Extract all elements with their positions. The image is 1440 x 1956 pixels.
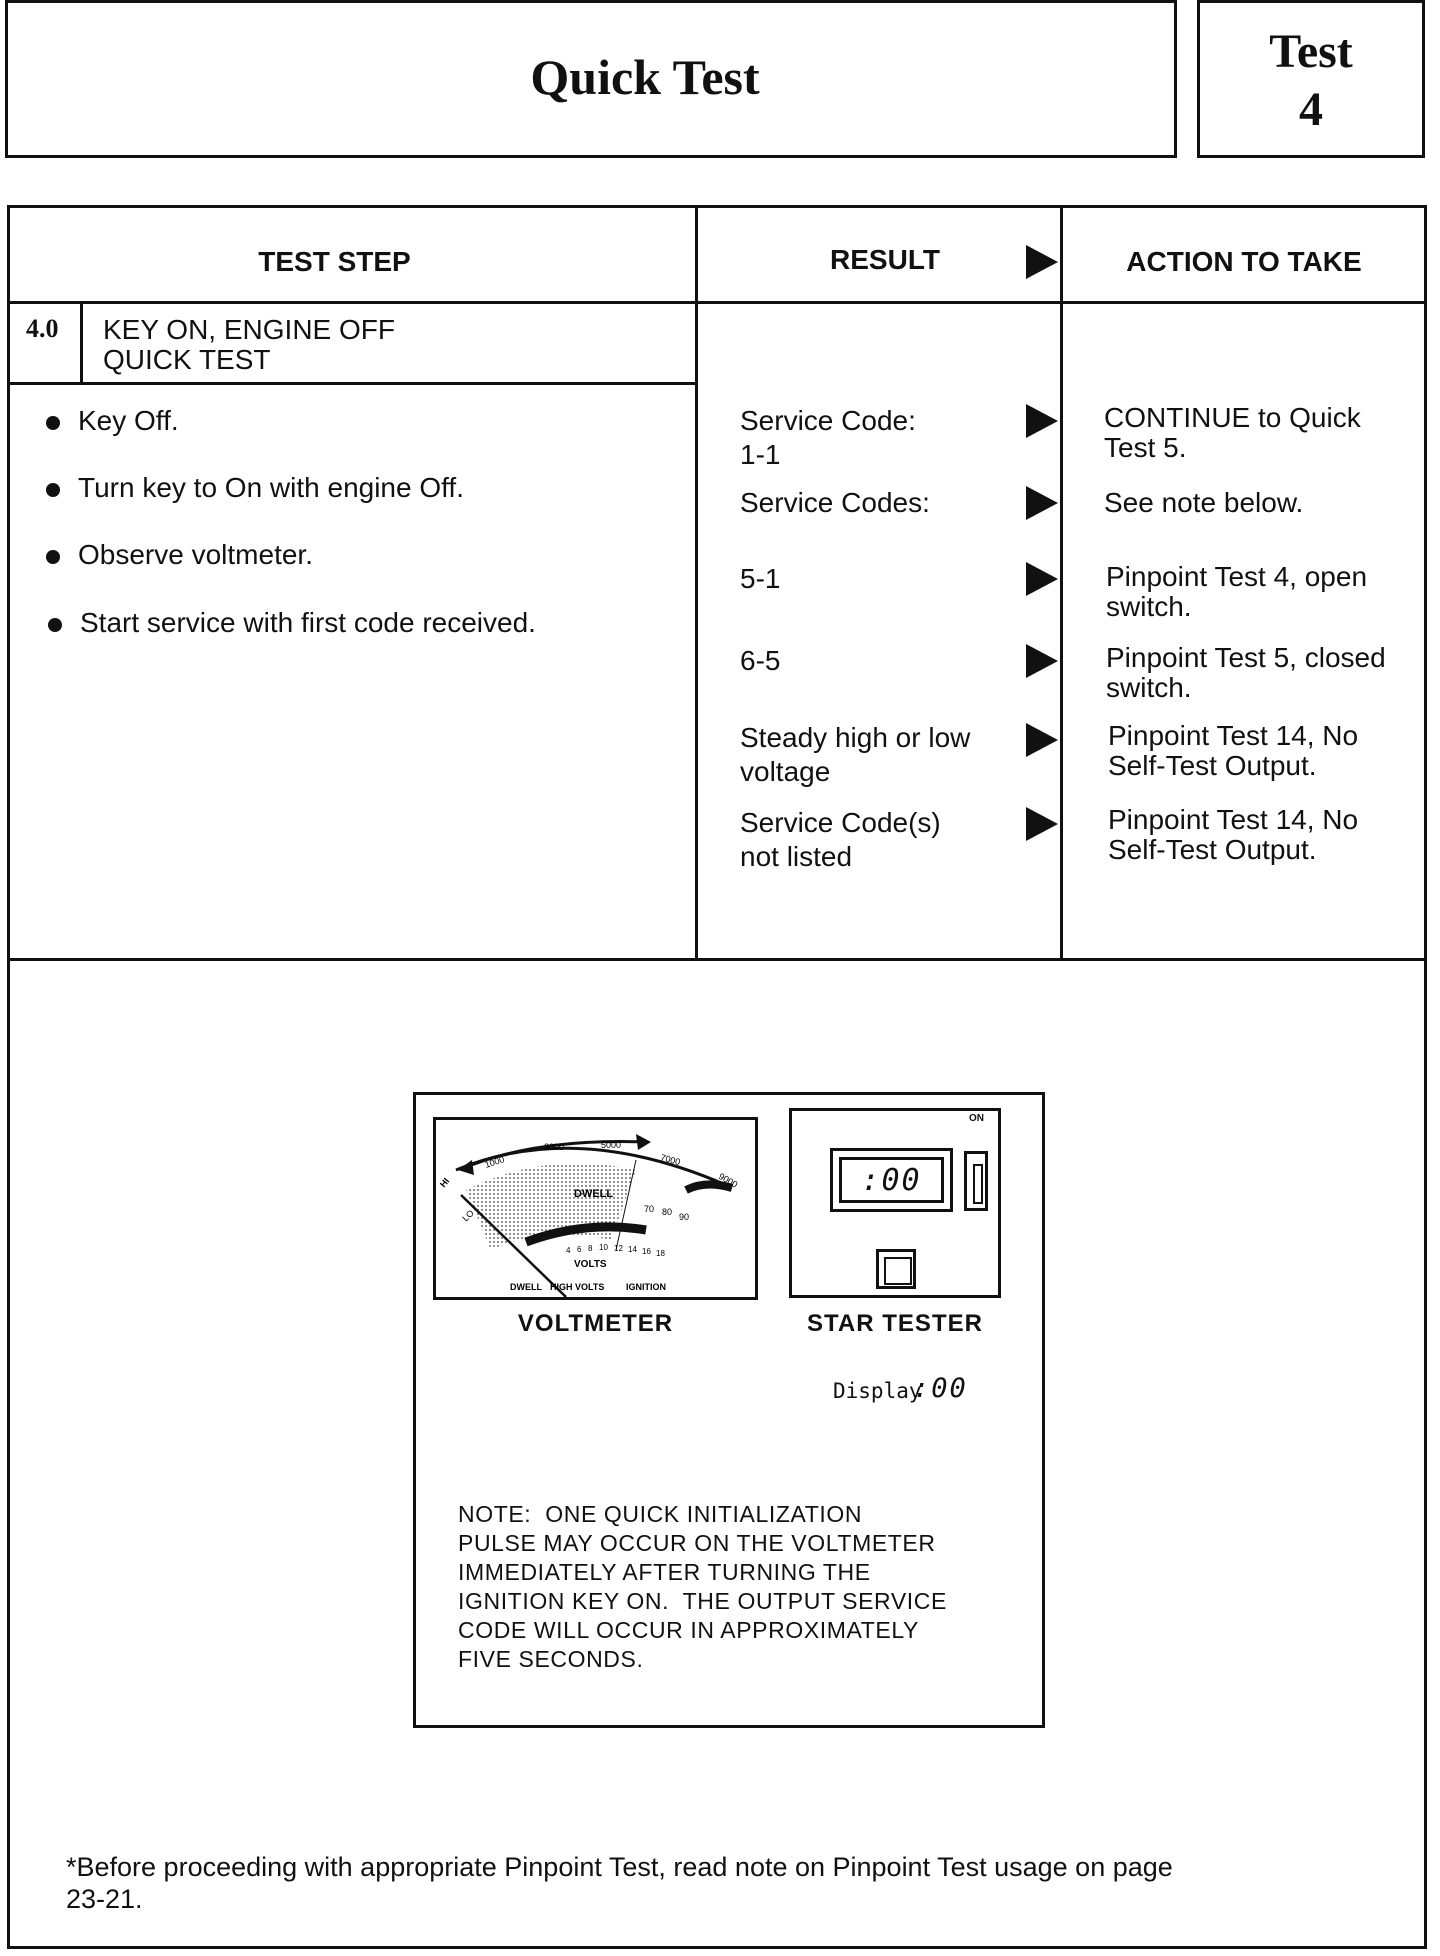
- voltmeter-label: VOLTMETER: [517, 1310, 674, 1337]
- step-number-divider: [80, 301, 83, 384]
- tester-button: [876, 1249, 916, 1289]
- header-arrow-icon: [1026, 245, 1058, 279]
- action-item: See note below.: [1104, 487, 1304, 518]
- result-item: Service Code: 1-1: [740, 405, 916, 470]
- step-bullet: Turn key to On with engine Off.: [46, 471, 464, 505]
- tester-display-outer: [830, 1148, 953, 1212]
- mode-label-ignition: IGNITION: [626, 1282, 666, 1292]
- table-bottom-divider: [7, 958, 1427, 961]
- voltmeter-dial-icon: [436, 1120, 755, 1297]
- test-label: Test: [1269, 25, 1353, 78]
- volts-scale-label: VOLTS: [574, 1259, 607, 1270]
- tester-on-label: ON: [969, 1113, 984, 1124]
- volts-tick-label: 4: [566, 1246, 571, 1255]
- result-arrow-icon: [1026, 486, 1058, 520]
- volts-tick-label: 10: [599, 1243, 608, 1252]
- tester-display-text: :00: [861, 1162, 922, 1198]
- volts-tick-label: 12: [614, 1244, 623, 1253]
- star-tester-label: STAR TESTER: [807, 1310, 983, 1337]
- step-title-divider: [7, 382, 697, 385]
- col-divider-2: [1060, 205, 1063, 960]
- step-title-line2: QUICK TEST: [103, 344, 271, 375]
- step-bullet: Key Off.: [46, 404, 179, 438]
- result-arrow-icon: [1026, 562, 1058, 596]
- action-item: Pinpoint Test 4, open switch.: [1106, 561, 1368, 622]
- hi-label: HI: [437, 1175, 452, 1190]
- footnote: *Before proceeding with appropriate Pinpoint Test, read note on Pinpoint Test usage on page 23-21.: [66, 1852, 1173, 1914]
- mode-label-high-volts: HIGH VOLTS: [550, 1282, 605, 1292]
- tester-display: [839, 1157, 944, 1203]
- result-arrow-icon: [1026, 644, 1058, 678]
- figure-note: NOTE: ONE QUICK INITIALIZATION PULSE MAY OCCUR ON THE VOLTMETER IMMEDIATELY AFTER TURNING THE IGNITION KEY ON. THE OUTPUT SERVICE CODE WILL OCCUR IN APPROXIMATELY FIVE SECONDS.: [458, 1501, 947, 1672]
- volts-tick-label: 14: [628, 1245, 637, 1254]
- step-title-line1: KEY ON, ENGINE OFF: [103, 314, 395, 345]
- rpm-tick-label: 9000: [717, 1171, 740, 1190]
- result-item: Steady high or low voltage: [740, 722, 971, 787]
- result-item: 5-1: [740, 563, 781, 594]
- result-item: 6-5: [740, 645, 781, 676]
- rpm-tick-label: 3000: [544, 1142, 565, 1152]
- action-item: Pinpoint Test 5, closed switch.: [1106, 642, 1386, 703]
- tester-switch: [964, 1151, 988, 1211]
- test-number: 4: [1299, 83, 1323, 136]
- lo-label: LO: [460, 1207, 476, 1224]
- display-value: :00: [913, 1373, 968, 1404]
- arrow-right-head-icon: [636, 1134, 651, 1150]
- volts-tick-label: 6: [577, 1245, 582, 1254]
- mode-label-dwell: DWELL: [510, 1282, 542, 1292]
- page-title: Quick Test: [530, 49, 760, 105]
- header-row-divider: [7, 301, 1427, 304]
- rpm-tick-label: 1000: [483, 1154, 506, 1170]
- col-header-test-step: TEST STEP: [258, 246, 411, 277]
- result-arrow-icon: [1026, 723, 1058, 757]
- action-item: Pinpoint Test 14, No Self-Test Output.: [1108, 720, 1359, 781]
- step-bullet: Observe voltmeter.: [46, 538, 313, 572]
- volts-tick-label: 18: [656, 1249, 665, 1258]
- col-header-result: RESULT: [830, 244, 940, 275]
- volts-tick-label: 8: [588, 1244, 593, 1253]
- tester-switch-handle: [973, 1164, 983, 1204]
- dwell-tick-label: 80: [662, 1207, 673, 1217]
- voltmeter-illustration: [433, 1117, 758, 1300]
- tester-button-inner: [884, 1257, 912, 1285]
- volts-tick-label: 16: [642, 1247, 651, 1256]
- col-divider-1: [695, 205, 698, 960]
- step-bullet: Start service with first code received.: [48, 606, 536, 640]
- step-number: 4.0: [26, 314, 59, 343]
- action-item: Pinpoint Test 14, No Self-Test Output.: [1108, 804, 1359, 865]
- rpm-tick-label: 7000: [659, 1152, 682, 1168]
- dwell-tick-label: 70: [644, 1204, 655, 1214]
- result-arrow-icon: [1026, 807, 1058, 841]
- col-header-action: ACTION TO TAKE: [1126, 246, 1362, 277]
- result-item: Service Codes:: [740, 487, 930, 518]
- result-arrow-icon: [1026, 404, 1058, 438]
- rpm-tick-label: 5000: [601, 1140, 622, 1150]
- dwell-scale-label: DWELL: [574, 1188, 614, 1200]
- result-item: Service Code(s) not listed: [740, 807, 941, 872]
- dial-high-band: [686, 1184, 732, 1190]
- display-caption: Display: [833, 1379, 922, 1403]
- action-item: CONTINUE to Quick Test 5.: [1104, 402, 1361, 463]
- dwell-tick-label: 90: [679, 1212, 690, 1222]
